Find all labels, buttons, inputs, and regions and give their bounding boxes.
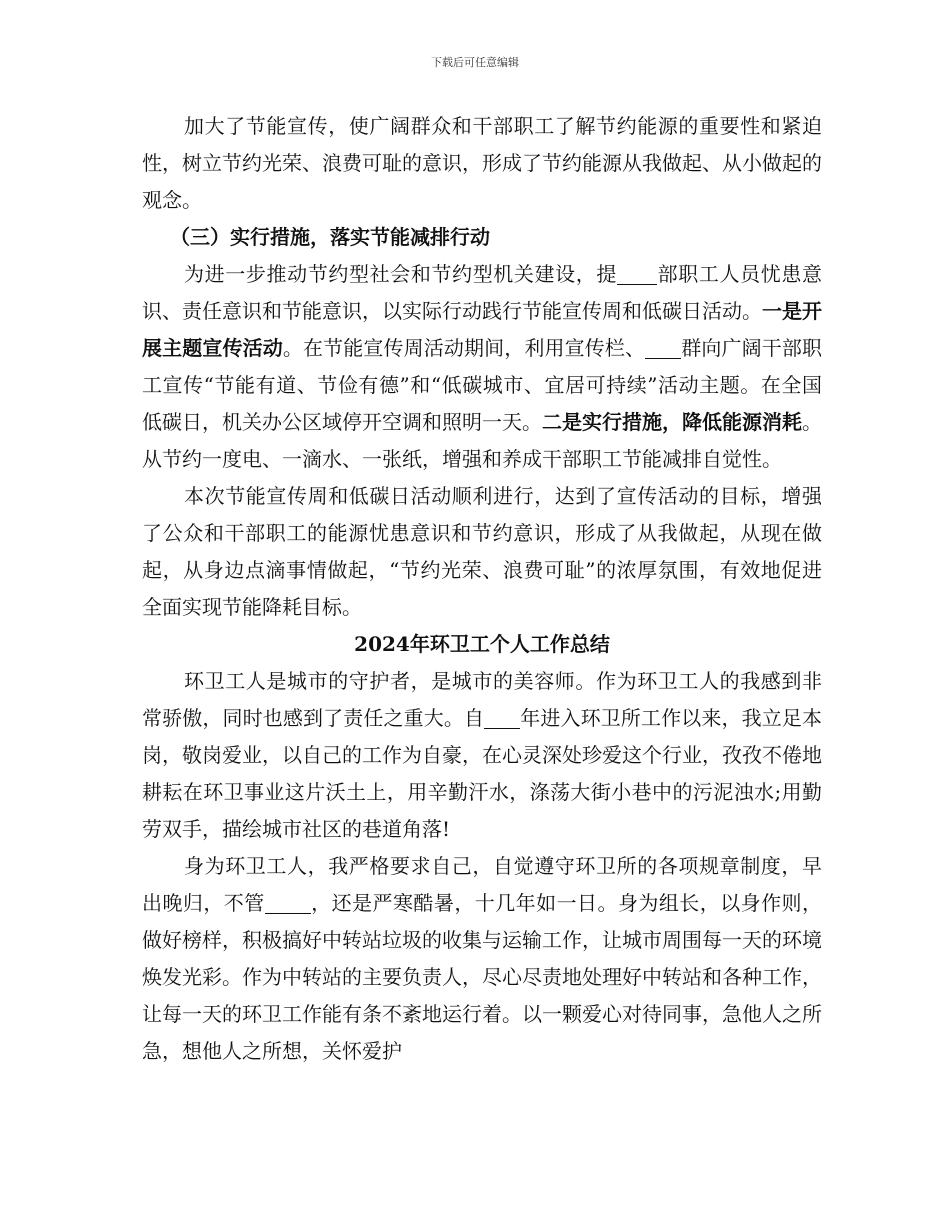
text-run: 群向广阔干部职工宣传“节能有道、节俭有德”和“低碳城市、宜居可持续”活动主题。在全国低碳日，机关办公区域停开空调和照明一天。 [142,336,822,434]
text-run: 环卫工人是城市的守护者，是城市的美容师。作为环卫工人的我感到非常骄傲，同时也感到了责任之重大。自 [142,669,822,730]
text-run: 部职工人员忧患意识、责任意识和节能意识，以实际行动践行节能宣传周和低碳日活动。 [142,262,823,323]
bold-phrase: 一是开展主题宣传活动 [142,299,822,360]
paragraph: 加大了节能宣传，使广阔群众和干部职工了解节约能源的重要性和紧迫性，树立节约光荣、浪费可耻的意识，形成了节约能源从我做起、从小做起的观念。 [142,114,822,212]
text-run: 年进入环卫所工作以来，我立足本岗，敬岗爱业，以自己的工作为自豪，在心灵深处珍爱这个行业，孜孜不倦地耕耘在环卫事业这片沃土上，用辛勤汗水，涤荡大街小巷中的污泥浊水;用勤劳双手，描绘城市社区的巷道角落! [142,706,822,841]
text-run: 身为环卫工人，我严格要求自己，自觉遵守环卫所的各项规章制度，早出晚归，不管 [142,854,822,915]
text-run: 。在节能宣传周活动期间，利用宣传栏、 [282,336,646,360]
document-title: 2024年环卫工个人工作总结 [354,632,610,656]
paragraph: 本次节能宣传周和低碳日活动顺利进行，达到了宣传活动的目标，增强了公众和干部职工的能源忧患意识和节约意识，形成了从我做起，从现在做起，从身边点滴事情做起，“节约光荣、浪费可耻”的浓厚氛围，有效地促进全面实现节能降耗目标。 [142,484,822,619]
paragraph [142,256,822,478]
page-header: 下载后可任意编辑 [431,56,519,69]
text-run: 为进一步推动节约型社会和节约型机关建设，提 [184,262,618,286]
blank-underline [617,262,657,285]
text-run: 。从节约一度电、一滴水、一张纸，增强和养成干部职工节能减排自觉性。 [142,410,822,471]
blank-underline [645,336,681,359]
blank-underline [484,706,520,729]
bold-phrase: 二是实行措施，降低能源消耗 [542,410,802,434]
text-run: ，还是严寒酷暑，十几年如一日。身为组长，以身作则，做好榜样，积极搞好中转站垃圾的收集与运输工作，让城市周围每一天的环境焕发光彩。作为中转站的主要负责人，尽心尽责地处理好中转站和各种工作，让每一天的环卫工作能有条不紊地运行着。以一颗爱心对待同事，急他人之所急，想他人之所想，关怀爱护 [142,891,823,1063]
paragraph [142,848,822,1070]
blank-underline [265,891,311,914]
section-heading: （三）实行措施，落实节能减排行动 [170,225,490,249]
paragraph [142,663,822,848]
document-body [142,108,822,1070]
